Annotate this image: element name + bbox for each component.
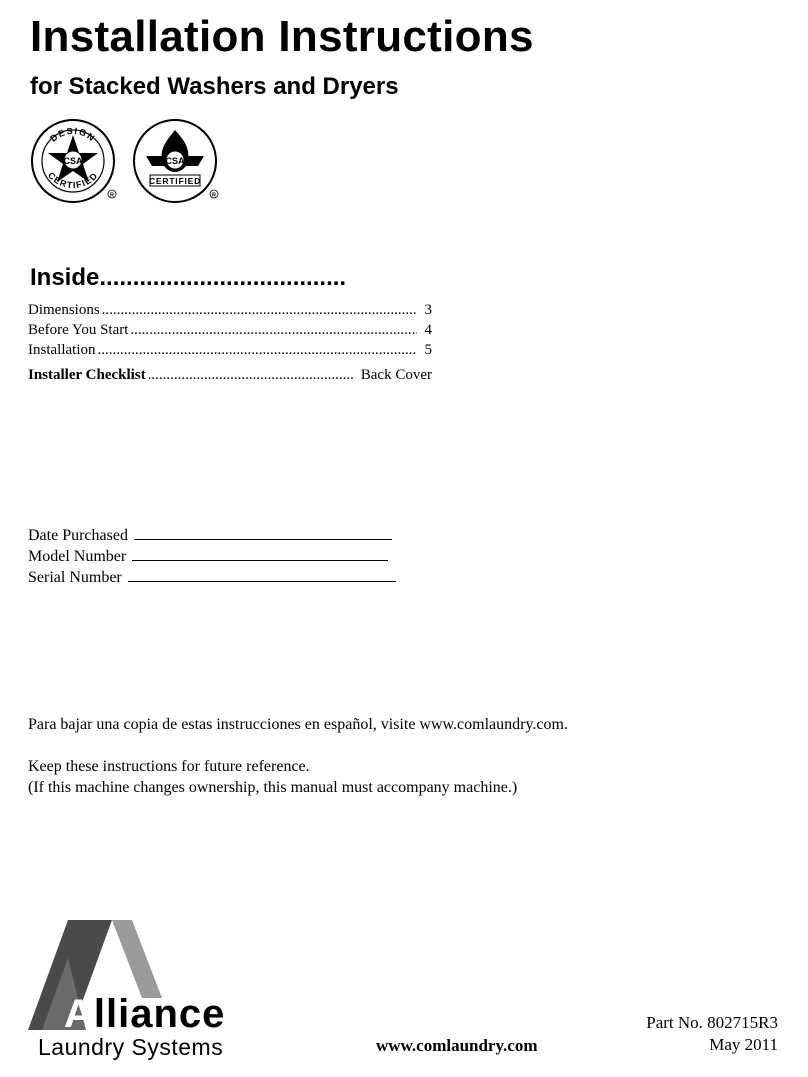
- publication-date: May 2011: [709, 1035, 778, 1054]
- seal-top-text: DESIGN: [48, 125, 98, 144]
- svg-text:R: R: [212, 192, 216, 199]
- page-subtitle: for Stacked Washers and Dryers: [30, 73, 399, 100]
- footer-url-link[interactable]: www.comlaundry.com: [376, 1036, 538, 1055]
- field-label: Model Number: [28, 548, 127, 565]
- toc-entry: [28, 367, 432, 384]
- field-line[interactable]: [134, 538, 392, 540]
- date-purchased-field[interactable]: [28, 527, 392, 545]
- toc-leader: [102, 302, 417, 319]
- svg-text:CERTIFIED: [46, 170, 100, 190]
- field-line[interactable]: [132, 559, 388, 561]
- toc-leader: [98, 342, 417, 359]
- svg-text:R: R: [110, 192, 114, 199]
- toc-entry-page: 4: [424, 322, 432, 338]
- toc-entry-label: Installation: [28, 342, 96, 358]
- design-certified-seal-icon: [30, 118, 120, 208]
- model-number-field[interactable]: [28, 548, 388, 566]
- gas-certified-seal-icon: [132, 118, 222, 208]
- field-label: Date Purchased: [28, 527, 128, 544]
- brand-subtitle: Laundry Systems: [38, 1034, 224, 1060]
- toc-entry-label: Before You Start: [28, 322, 129, 338]
- toc-entry-label: Installer Checklist: [28, 367, 146, 383]
- keep-note: Keep these instructions for future reference.: [28, 758, 310, 775]
- brand-word: [64, 994, 225, 1034]
- part-number: Part No. 802715R3: [646, 1013, 778, 1032]
- ownership-note: (If this machine changes ownership, this manual must accompany machine.): [28, 779, 518, 796]
- toc-entry-page: 5: [424, 342, 432, 358]
- toc-entry-page: 3: [424, 302, 432, 318]
- seal-mark-text: CSA: [63, 156, 83, 166]
- inside-heading: Inside.....................................: [30, 264, 347, 291]
- toc-entry: [28, 322, 432, 339]
- toc-leader: [148, 367, 353, 384]
- page-title: Installation Instructions: [30, 12, 534, 61]
- field-label: Serial Number: [28, 569, 122, 586]
- toc-entry: [28, 342, 432, 359]
- serial-number-field[interactable]: [28, 569, 396, 587]
- spanish-note: Para bajar una copia de estas instrucciones en español, visite www.comlaundry.com.: [28, 716, 568, 733]
- seal2-bottom-text: CERTIFIED: [148, 176, 202, 186]
- field-line[interactable]: [128, 580, 396, 582]
- toc-entry-label: Dimensions: [28, 302, 100, 318]
- brand-word-rest: lliance: [93, 992, 226, 1036]
- seal2-mark-text: CSA: [165, 156, 185, 166]
- toc-entry-page: Back Cover: [360, 367, 432, 383]
- toc-entry: [28, 302, 432, 319]
- seal-bottom-text: CERTIFIED: [46, 170, 100, 191]
- brand-initial: A: [64, 992, 94, 1036]
- toc-leader: [130, 322, 416, 339]
